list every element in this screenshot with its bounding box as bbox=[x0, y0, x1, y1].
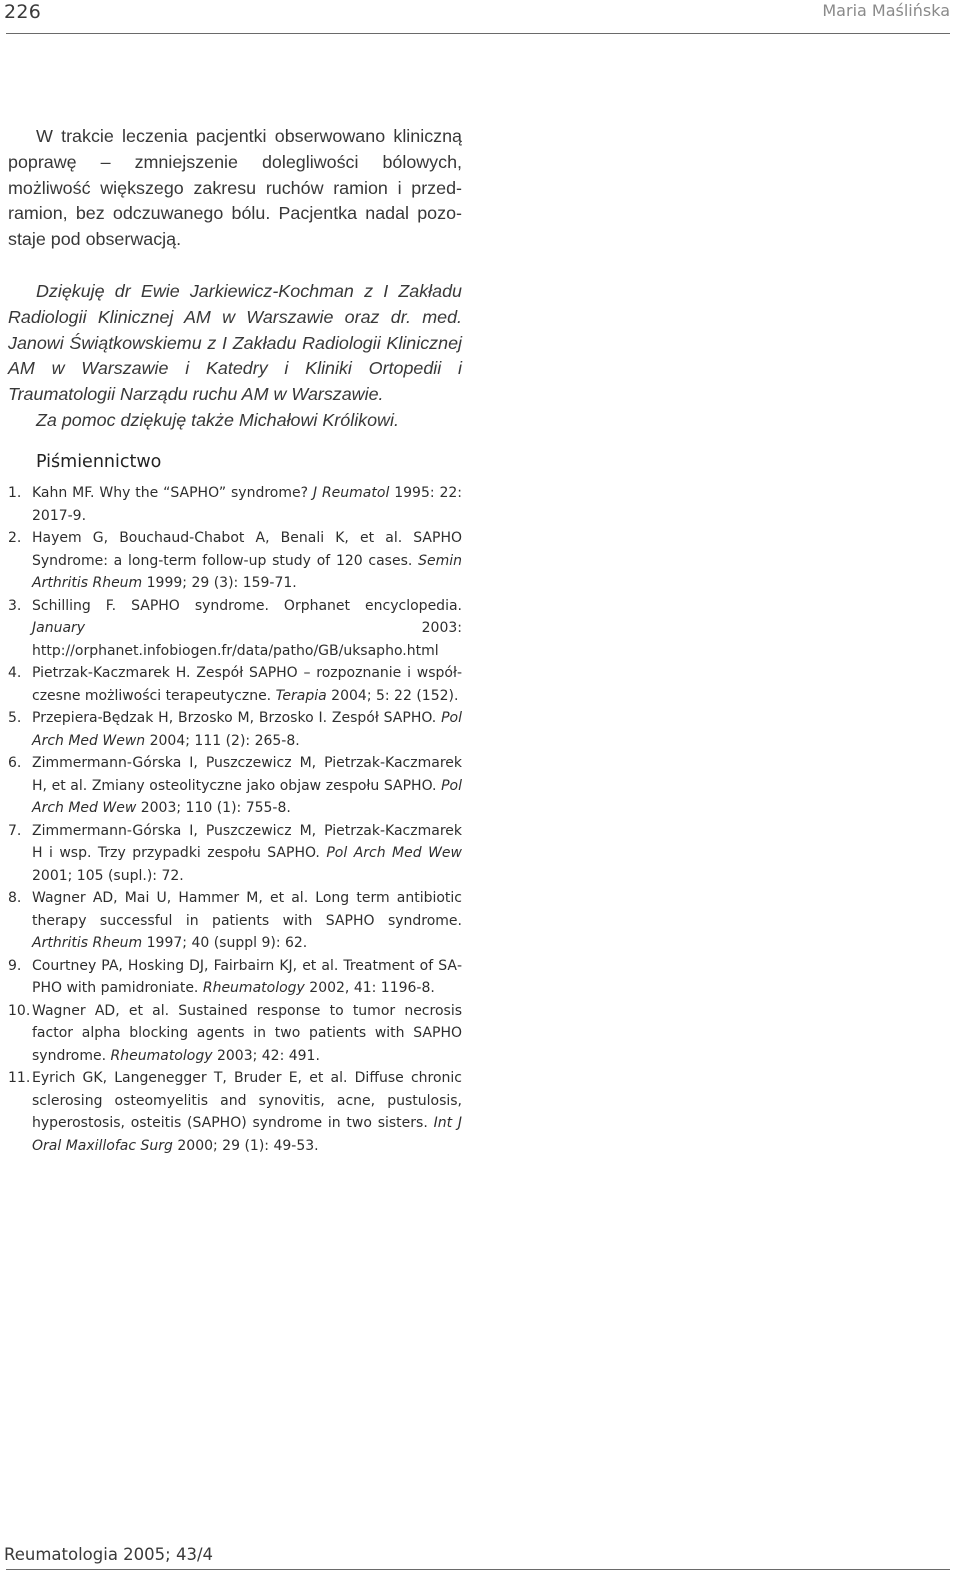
reference-item bbox=[8, 527, 462, 595]
reference-text: Hayem G, Bouchaud-Chabot A, Benali K, et al. SAPHO Syndrome: a long-term follow-up study of 120 cases. Semin Arthritis Rheum 1999; 29 (3): 159-71. bbox=[32, 530, 462, 591]
reference-item bbox=[8, 752, 462, 820]
reference-text: Courtney PA, Hosking DJ, Fairbairn KJ, et al. Treatment of SAPHO with pamidroniate. Rheumatology 2002, 41: 1196-8. bbox=[32, 957, 462, 996]
references-section bbox=[8, 452, 462, 1157]
journal-footer: Reumatologia 2005; 43/4 bbox=[4, 1545, 214, 1564]
reference-text: Pietrzak-Kaczmarek H. Zespół SAPHO – rozpoznanie i współczesne możliwości terapeutyczne. Terapia 2004; 5: 22 (152). bbox=[32, 665, 462, 704]
reference-list bbox=[8, 482, 462, 1157]
running-header-author: Maria Maślińska bbox=[822, 1, 950, 20]
reference-text: Eyrich GK, Langenegger T, Bruder E, et al. Diffuse chronic sclerosing osteomyelitis and synovitis, acne, pustulosis, hyperostosis, osteitis (SAPHO) syndrome in two sisters. Int J Oral Maxillofac Surg 2000; 29 (1): 49-53. bbox=[32, 1070, 462, 1154]
reference-number: 4. bbox=[8, 665, 22, 681]
reference-number: 3. bbox=[8, 597, 22, 614]
body-paragraph: W trakcie leczenia pacjentki obserwowano kliniczną poprawę – zmniejszenie dolegliwości bólowych, możliwość większego zakresu ruchów ramion i przedramion, bez odczuwanego bólu. Pacjentka nadal pozostaje pod obserwacją. bbox=[8, 126, 462, 250]
reference-item bbox=[8, 887, 462, 955]
references-heading: Piśmiennictwo bbox=[36, 452, 162, 472]
reference-item bbox=[8, 1000, 462, 1068]
article-body bbox=[8, 124, 462, 434]
reference-number: 9. bbox=[8, 957, 22, 974]
reference-number: 8. bbox=[8, 890, 22, 906]
reference-text: Wagner AD, Mai U, Hammer M, et al. Long term antibiotic therapy successful in patients with SAPHO syndrome. Arthritis Rheum 1997; 40 (suppl 9): 62. bbox=[32, 890, 462, 951]
reference-text: Wagner AD, et al. Sustained response to tumor necrosis factor alpha blocking agents in two patients with SAPHO syndrome. Rheumatology 2003; 42: 491. bbox=[32, 1002, 462, 1064]
reference-item bbox=[8, 820, 462, 888]
reference-number: 2. bbox=[8, 530, 22, 546]
reference-item bbox=[8, 1067, 462, 1157]
reference-text: Kahn MF. Why the “SAPHO” syndrome? J Reumatol 1995: 22: 2017-9. bbox=[32, 485, 463, 524]
reference-item bbox=[8, 955, 462, 1000]
acknowledgement-paragraph-2: Za pomoc dziękuję także Michałowi Królikowi. bbox=[36, 409, 399, 430]
reference-number: 6. bbox=[8, 755, 22, 771]
header-divider bbox=[6, 33, 950, 34]
page-number: 226 bbox=[4, 1, 42, 23]
reference-number: 5. bbox=[8, 710, 22, 726]
reference-text: Zimmermann-Górska I, Puszczewicz M, Pietrzak-Kaczmarek H, et al. Zmiany osteolityczne jako objaw zespołu SAPHO. Pol Arch Med Wew 2003; 110 (1): 755-8. bbox=[32, 755, 462, 816]
reference-number: 10. bbox=[8, 1002, 31, 1019]
reference-item bbox=[8, 707, 462, 752]
reference-text: Zimmermann-Górska I, Puszczewicz M, Pietrzak-Kaczmarek H i wsp. Trzy przypadki zespołu SAPHO. Pol Arch Med Wew 2001; 105 (supl.): 72. bbox=[32, 822, 462, 884]
reference-item bbox=[8, 482, 462, 527]
reference-number: 11. bbox=[8, 1070, 31, 1086]
reference-text: Schilling F. SAPHO syndrome. Orphanet encyclopedia. January 2003: http://orphanet.infobiogen.fr/data/patho/GB/uksapho.html bbox=[32, 597, 462, 659]
reference-number: 7. bbox=[8, 822, 22, 839]
reference-text: Przepiera-Będzak H, Brzosko M, Brzosko I. Zespół SAPHO. Pol Arch Med Wewn 2004; 111 (2): 265-8. bbox=[32, 710, 462, 749]
reference-item bbox=[8, 595, 462, 663]
reference-item bbox=[8, 662, 462, 707]
footer-divider bbox=[6, 1569, 950, 1570]
acknowledgement-paragraph: Dziękuję dr Ewie Jarkiewicz-Kochman z I Zakładu Radiologii Klinicznej AM w Warszawie oraz dr. med. Janowi Świątkowskiemu z I Zakładu Radiologii Klinicznej AM w Warszawie i Katedry i Kliniki Ortopedii i Traumatologii Narządu ruchu AM w Warszawie. bbox=[8, 280, 462, 405]
reference-number: 1. bbox=[8, 485, 22, 501]
